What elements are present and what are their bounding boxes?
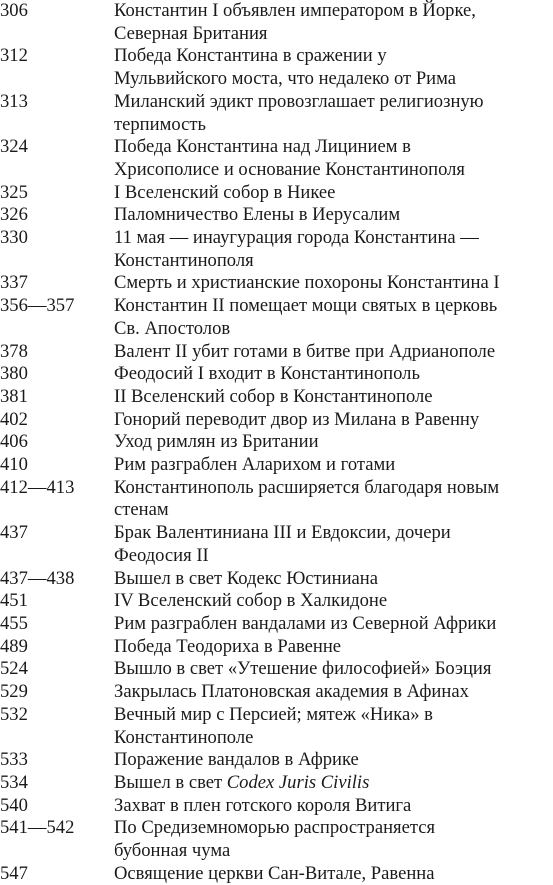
entry-year: 380 <box>0 363 28 385</box>
entry-event <box>114 45 553 90</box>
entry-event <box>114 658 553 681</box>
timeline-entry <box>0 0 553 45</box>
event-line: Миланский эдикт провозглашает религиозную <box>114 90 484 112</box>
event-line: Победа Теодориха в Равенне <box>114 635 342 657</box>
timeline-entry <box>0 431 553 454</box>
entry-year: 312 <box>0 45 28 67</box>
entry-year: 547 <box>0 862 28 884</box>
entry-event <box>114 295 553 340</box>
entry-year: 406 <box>0 431 28 453</box>
entry-event <box>114 590 553 613</box>
event-line: II Вселенский собор в Константинополе <box>114 385 433 407</box>
entry-year: 313 <box>0 90 28 112</box>
entry-year: 489 <box>0 635 28 657</box>
entry-event <box>114 636 553 659</box>
event-line: стенам <box>114 499 169 521</box>
event-line: Закрылась Платоновская академия в Афинах <box>114 681 469 703</box>
event-line: Брак Валентиниана III и Евдоксии, дочери <box>114 522 451 544</box>
event-line: Вечный мир с Персией; мятеж «Ника» в <box>114 703 433 725</box>
timeline-entry <box>0 409 553 432</box>
event-line: Паломничество Елены в Иерусалим <box>114 204 401 226</box>
event-line: Константин II помещает мощи святых в церковь <box>114 295 498 317</box>
timeline-entry <box>0 227 553 272</box>
entry-event <box>114 568 553 591</box>
timeline-entry <box>0 795 553 818</box>
entry-event <box>114 227 553 272</box>
entry-year: 402 <box>0 408 28 430</box>
entry-event <box>114 795 553 818</box>
timeline-entry <box>0 386 553 409</box>
entry-year: 326 <box>0 204 28 226</box>
timeline-entry <box>0 477 553 522</box>
entry-event <box>114 182 553 205</box>
event-line: Феодосий I входит в Константинополь <box>114 363 420 385</box>
event-line: Уход римлян из Британии <box>114 431 319 453</box>
entry-year: 437 <box>0 522 28 544</box>
entry-event <box>114 454 553 477</box>
entry-year: 325 <box>0 181 28 203</box>
entry-event <box>114 341 553 364</box>
event-line-italic: Codex Juris Civilis <box>226 771 370 793</box>
entry-event <box>114 136 553 181</box>
event-line: Победа Константина над Лицинием в <box>114 136 411 158</box>
entry-year: 410 <box>0 454 28 476</box>
entry-event <box>114 0 553 45</box>
entry-event <box>114 204 553 227</box>
timeline-entry <box>0 613 553 636</box>
entry-event <box>114 772 553 795</box>
timeline-entry <box>0 204 553 227</box>
entry-event <box>114 863 553 885</box>
event-line: Вышел в свет <box>114 771 227 793</box>
timeline-entry <box>0 136 553 181</box>
entry-year: 356—357 <box>0 295 75 317</box>
entry-year: 455 <box>0 612 28 634</box>
event-line: По Средиземноморью распространяется <box>114 817 436 839</box>
entry-event <box>114 749 553 772</box>
entry-event <box>114 704 553 749</box>
entry-year: 412—413 <box>0 476 75 498</box>
entry-year: 378 <box>0 340 28 362</box>
timeline-entry <box>0 681 553 704</box>
entry-year: 437—438 <box>0 567 75 589</box>
timeline-entry <box>0 341 553 364</box>
event-line: Константин I объявлен императором в Йорке, <box>114 0 476 21</box>
event-line: I Вселенский собор в Никее <box>114 181 336 203</box>
event-line: терпимость <box>114 113 206 135</box>
entry-event <box>114 613 553 636</box>
entry-year: 541—542 <box>0 817 75 839</box>
entry-event <box>114 363 553 386</box>
event-line: Поражение вандалов в Африке <box>114 749 359 771</box>
event-line: Мульвийского моста, что недалеко от Рима <box>114 68 457 90</box>
entry-year: 540 <box>0 794 28 816</box>
timeline-entry <box>0 363 553 386</box>
event-line: бубонная чума <box>114 840 231 862</box>
event-line: IV Вселенский собор в Халкидоне <box>114 590 388 612</box>
event-line: Освящение церкви Сан-Витале, Равенна <box>114 862 435 884</box>
event-line: Хрисополисе и основание Константинополя <box>114 158 465 180</box>
entry-year: 532 <box>0 703 28 725</box>
event-line: Рим разграблен Аларихом и готами <box>114 454 396 476</box>
entry-year: 337 <box>0 272 28 294</box>
timeline-entry <box>0 658 553 681</box>
timeline-entry <box>0 522 553 567</box>
event-line: Смерть и христианские похороны Константина I <box>114 272 500 294</box>
entry-year: 524 <box>0 658 28 680</box>
timeline-entry <box>0 863 553 885</box>
timeline-entry <box>0 91 553 136</box>
event-line: Гонорий переводит двор из Милана в Равенну <box>114 408 480 430</box>
timeline-entry <box>0 590 553 613</box>
entry-year: 330 <box>0 227 28 249</box>
event-line: 11 мая — инаугурация города Константина — <box>114 227 479 249</box>
entry-event <box>114 431 553 454</box>
entry-year: 534 <box>0 771 28 793</box>
entry-year: 451 <box>0 590 28 612</box>
event-line: Феодосия II <box>114 544 209 566</box>
event-line: Вышел в свет Кодекс Юстиниана <box>114 567 378 589</box>
entry-event <box>114 681 553 704</box>
entry-year: 533 <box>0 749 28 771</box>
event-line: Валент II убит готами в битве при Адрианополе <box>114 340 496 362</box>
entry-event <box>114 409 553 432</box>
entry-year: 324 <box>0 136 28 158</box>
entry-event <box>114 386 553 409</box>
event-line: Св. Апостолов <box>114 317 231 339</box>
event-line: Рим разграблен вандалами из Северной Африки <box>114 612 497 634</box>
entry-event <box>114 522 553 567</box>
event-line: Константинополь расширяется благодаря новым <box>114 476 500 498</box>
entry-event <box>114 272 553 295</box>
entry-year: 306 <box>0 0 28 21</box>
entry-event <box>114 91 553 136</box>
timeline-entry <box>0 182 553 205</box>
event-line: Победа Константина в сражении у <box>114 45 387 67</box>
event-line: Вышло в свет «Утешение философией» Боэция <box>114 658 492 680</box>
timeline-entry <box>0 704 553 749</box>
event-line: Северная Британия <box>114 22 268 44</box>
timeline-entry <box>0 272 553 295</box>
entry-year: 381 <box>0 385 28 407</box>
timeline-entry <box>0 295 553 340</box>
entry-year: 529 <box>0 681 28 703</box>
event-line: Константинополе <box>114 726 254 748</box>
timeline-entry <box>0 454 553 477</box>
event-line: Захват в плен готского короля Витига <box>114 794 412 816</box>
timeline-entry <box>0 772 553 795</box>
timeline-entry <box>0 636 553 659</box>
entry-event <box>114 477 553 522</box>
timeline-entry <box>0 817 553 862</box>
timeline-entry <box>0 45 553 90</box>
timeline-entry <box>0 568 553 591</box>
timeline-entry <box>0 749 553 772</box>
event-line: Константинополя <box>114 249 254 271</box>
entry-event <box>114 817 553 862</box>
